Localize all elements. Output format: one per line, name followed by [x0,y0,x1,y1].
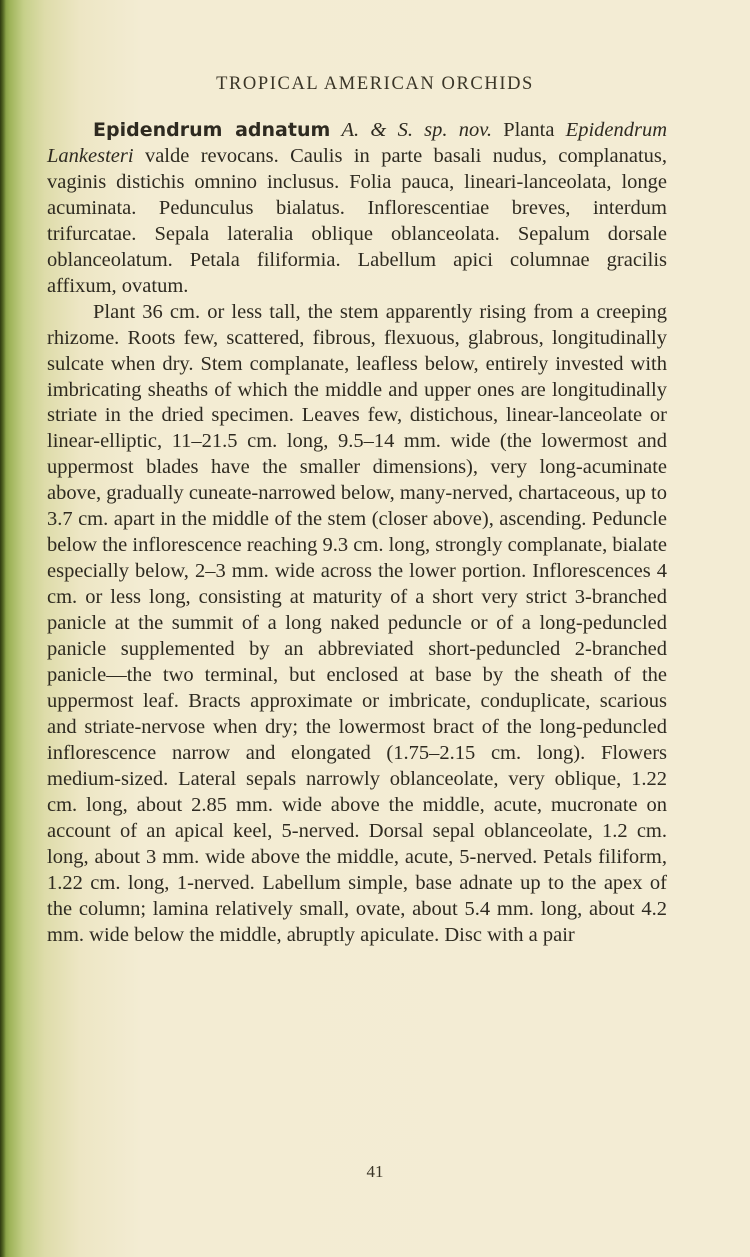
diagnosis-text: valde revocans. Caulis in parte basali nudus, complanatus, vaginis distichis omnino inclusus. Folia pauca, lineari-lanceolata, longe acuminata. Pedunculus bialatus. Inflorescentiae breves, interdum trifurcatae. Sepala lateralia oblique oblanceolata. Sepalum dorsale oblanceolatum. Petala filiformia. Labellum apici columnae gracilis affixum, ovatum. [47,144,667,297]
species-name: Epidendrum adnatum [93,119,331,141]
compared-species: Epidendrum Lankesteri [47,119,668,167]
running-head: TROPICAL AMERICAN ORCHIDS [216,74,534,94]
latin-diagnosis [47,118,667,300]
diagnosis-lead: Planta [503,119,555,141]
english-description: Plant 36 cm. or less tall, the stem apparently rising from a creeping rhizome. Roots few, scattered, fibrous, flexuous, glabrous, longitudinally sulcate when dry. Stem complanate, leafless below, entirely invested with imbricating sheaths of which the middle and upper ones are longitudinally striate in the dried specimen. Leaves few, distichous, linear-lanceolate or linear-elliptic, 11–21.5 cm. long, 9.5–14 mm. wide (the lowermost and uppermost blades have the smaller dimensions), very long-acuminate above, gradually cuneate-narrowed below, many-nerved, chartaceous, up to 3.7 cm. apart in the middle of the stem (closer above), ascending. Peduncle below the inflorescence reaching 9.3 cm. long, strongly complanate, bialate especially below, 2–3 mm. wide across the lower portion. Inflorescences 4 cm. or less long, consisting at maturity of a short very strict 3-branched panicle at the summit of a long naked peduncle or of a long-peduncled panicle supplemented by an abbreviated short-peduncled 2-branched panicle—the two terminal, but enclosed at base by the sheath of the uppermost leaf. Bracts approximate or imbricate, conduplicate, scarious and striate-nervose when dry; the lowermost bract of the long-peduncled inflorescence narrow and elongated (1.75–2.15 cm. long). Flowers medium-sized. Lateral sepals narrowly oblanceolate, very oblique, 1.22 cm. long, about 2.85 mm. wide above the middle, acute, mucronate on account of an apical keel, 5-nerved. Dorsal sepal oblanceolate, 1.2 cm. long, about 3 mm. wide above the middle, acute, 5-nerved. Petals filiform, 1.22 cm. long, 1-nerved. Labellum simple, base adnate up to the apex of the column; lamina relatively small, ovate, about 5.4 mm. long, about 4.2 mm. wide below the middle, abruptly apiculate. Disc with a pair [47,300,667,946]
body-text [47,118,667,949]
binding-edge [0,0,6,1257]
authority: A. & S. sp. nov. [341,119,492,141]
page-number: 41 [366,1162,384,1181]
